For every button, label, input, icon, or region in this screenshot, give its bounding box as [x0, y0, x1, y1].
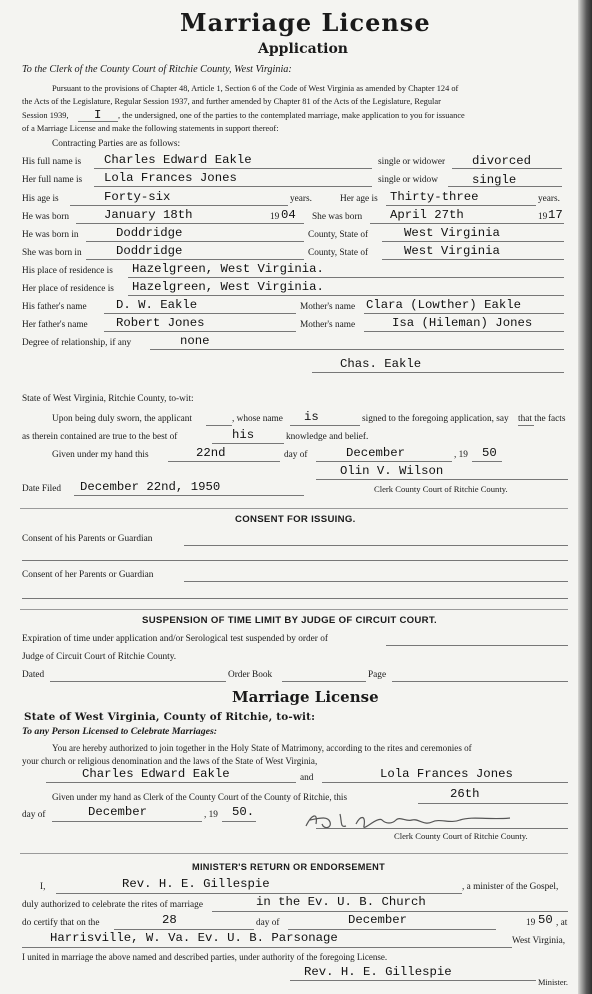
label-single-widower: single or widower [378, 157, 446, 167]
license-para-1: You are hereby authorized to join together in the Holy State of Matrimony, according to the rites and ceremonies of [52, 743, 472, 753]
value-she-state: West Virginia [404, 244, 500, 258]
label-her-father: Her father's name [22, 320, 88, 330]
minister-year: 50 [538, 913, 553, 927]
minister-year-prefix: 19 [526, 918, 536, 928]
value-her-residence: Hazelgreen, West Virginia. [132, 280, 324, 294]
date-filed-label: Date Filed [22, 484, 61, 494]
he-born-year-prefix: 19 [270, 212, 280, 222]
value-her-full-name: Lola Frances Jones [104, 171, 237, 185]
license-clerk-title: Clerk County Court of Ritchie County. [394, 831, 528, 841]
label-his-full-name: His full name is [22, 157, 82, 167]
minister-certify: do certify that on the [22, 918, 100, 928]
value-he-county: Doddridge [116, 226, 183, 240]
label-her-age: Her age is [340, 194, 378, 204]
oath-line-1b: , whose name [232, 414, 283, 424]
license-given-line: Given under my hand as Clerk of the County Court of the County of Ritchie, this [52, 792, 348, 802]
value-his-mother: Clara (Lowther) Eakle [366, 298, 521, 312]
oath-line-1d: that the facts [518, 414, 566, 424]
she-born-year-prefix: 19 [538, 212, 548, 222]
minister-church: in the Ev. U. B. Church [256, 895, 426, 909]
license-to-line: To any Person Licensed to Celebrate Marriages: [22, 726, 218, 737]
minister-name: Rev. H. E. Gillespie [122, 877, 270, 891]
license-bride-name: Lola Frances Jones [380, 767, 513, 781]
value-his-residence: Hazelgreen, West Virginia. [132, 262, 324, 276]
license-para-2: your church or religious denomination and the laws of the State of West Virginia, [22, 756, 318, 766]
document-title: Marriage License [180, 8, 431, 37]
intro-line-3-start: Session 1939, [22, 111, 69, 120]
label-his-age: His age is [22, 194, 59, 204]
intro-line-1: Pursuant to the provisions of Chapter 48, Article 1, Section 6 of the Code of West Virginia as amended by Chapter 124 of [52, 84, 459, 93]
minister-signature: Rev. H. E. Gillespie [304, 965, 452, 979]
value-her-mother: Isa (Hileman) Jones [392, 316, 533, 330]
value-his-status: divorced [472, 154, 532, 168]
oath-name-verb: is [304, 410, 319, 424]
label-his-residence: His place of residence is [22, 266, 113, 276]
consent-his-label: Consent of his Parents or Guardian [22, 534, 153, 544]
intro-line-3-end: , the undersigned, one of the parties to the contemplated marriage, make application to you for issuance [118, 111, 465, 120]
oath-state-line: State of West Virginia, Ritchie County, to-wit: [22, 394, 194, 404]
value-he-born-date: January 18th [104, 208, 193, 222]
applicant-signature: Chas. Eakle [340, 357, 422, 371]
oath-line-2a: as therein contained are true to the best of [22, 432, 178, 442]
page-edge-shadow [578, 0, 592, 994]
oath-line-3b: day of [284, 450, 308, 460]
minister-west-virginia: West Virginia, [512, 936, 566, 946]
intro-line-4: of a Marriage License and make the following statements in support thereof: [22, 124, 279, 133]
suspension-heading: SUSPENSION OF TIME LIMIT BY JUDGE OF CIRCUIT COURT. [142, 615, 437, 626]
intro-party-number: I [94, 108, 102, 122]
minister-place: Harrisville, W. Va. Ev. U. B. Parsonage [50, 931, 338, 945]
suspension-order-book: Order Book [228, 670, 273, 680]
label-her-mother: Mother's name [300, 320, 356, 330]
value-he-born-year: 04 [281, 208, 296, 222]
oath-line-3a: Given under my hand this [52, 450, 149, 460]
label-his-mother: Mother's name [300, 302, 356, 312]
label-his-father: His father's name [22, 302, 87, 312]
oath-pronoun: his [232, 428, 255, 442]
label-county-state-she: County, State of [308, 248, 369, 258]
minister-authorized: duly authorized to celebrate the rites of marriage [22, 900, 203, 910]
label-he-was-born: He was born [22, 212, 69, 222]
value-she-county: Doddridge [116, 244, 183, 258]
license-year-prefix: , 19 [204, 810, 218, 820]
minister-heading: MINISTER'S RETURN OR ENDORSEMENT [192, 862, 385, 872]
value-she-born-year: 17 [548, 208, 563, 222]
oath-year: 50 [482, 446, 497, 460]
value-she-born-date: April 27th [390, 208, 464, 222]
oath-day: 22nd [196, 446, 226, 460]
oath-line-2b: knowledge and belief. [286, 432, 369, 442]
clerk-title: Clerk County Court of Ritchie County. [374, 484, 508, 494]
license-title: Marriage License [232, 688, 379, 706]
label-she-was-born: She was born [312, 212, 363, 222]
value-her-age: Thirty-three [390, 190, 479, 204]
addressee-line: To the Clerk of the County Court of Ritchie County, West Virginia: [22, 64, 292, 75]
document-subtitle: Application [258, 41, 348, 57]
license-year: 50. [232, 805, 255, 819]
suspension-line-1: Expiration of time under application and/or Serological test suspended by order of [22, 634, 328, 644]
minister-day: 28 [162, 913, 177, 927]
oath-line-1c: signed to the foregoing application, say [362, 414, 509, 424]
license-state-line: State of West Virginia, County of Ritchie, to-wit: [24, 711, 316, 723]
minister-month: December [348, 913, 408, 927]
minister-day-of: day of [256, 918, 280, 928]
minister-label: Minister. [538, 978, 569, 987]
label-single-widow: single or widow [378, 175, 438, 185]
license-month: December [88, 805, 148, 819]
value-his-age: Forty-six [104, 190, 171, 204]
value-degree: none [180, 334, 210, 348]
minister-i: I, [40, 882, 46, 892]
value-her-father: Robert Jones [116, 316, 205, 330]
minister-at: , at [556, 918, 568, 928]
license-and: and [300, 773, 314, 783]
label-years-her: years. [538, 194, 560, 204]
license-groom-name: Charles Edward Eakle [82, 767, 230, 781]
label-degree-of-relationship: Degree of relationship, if any [22, 338, 132, 348]
label-county-state-he: County, State of [308, 230, 369, 240]
label-he-born-in: He was born in [22, 230, 79, 240]
label-she-born-in: She was born in [22, 248, 82, 258]
clerk-name: Olin V. Wilson [340, 464, 444, 478]
suspension-dated: Dated [22, 670, 45, 680]
suspension-page: Page [368, 670, 387, 680]
intro-line-2: the Acts of the Legislature, Regular Session 1937, and further amended by Chapter 81 of the Acts of the Legislature, Regular [22, 97, 441, 106]
value-his-father: D. W. Eakle [116, 298, 198, 312]
label-her-residence: Her place of residence is [22, 284, 114, 294]
label-her-full-name: Her full name is [22, 175, 83, 185]
consent-her-label: Consent of her Parents or Guardian [22, 570, 154, 580]
minister-of-gospel: , a minister of the Gospel, [462, 882, 559, 892]
consent-heading: CONSENT FOR ISSUING. [235, 514, 356, 525]
oath-month: December [346, 446, 406, 460]
value-her-status: single [472, 173, 517, 187]
license-given-day: 26th [450, 787, 480, 801]
value-he-state: West Virginia [404, 226, 500, 240]
oath-line-1a: Upon being duly sworn, the applicant [52, 414, 192, 424]
minister-united-line: I united in marriage the above named and described parties, under authority of the foregoing License. [22, 952, 388, 962]
value-his-full-name: Charles Edward Eakle [104, 153, 252, 167]
label-years-his: years. [290, 194, 312, 204]
date-filed-value: December 22nd, 1950 [80, 480, 221, 494]
license-day-of: day of [22, 810, 46, 820]
suspension-line-2: Judge of Circuit Court of Ritchie County. [22, 652, 177, 662]
intro-line-5: Contracting Parties are as follows: [52, 139, 181, 149]
oath-line-3c: , 19 [454, 450, 468, 460]
